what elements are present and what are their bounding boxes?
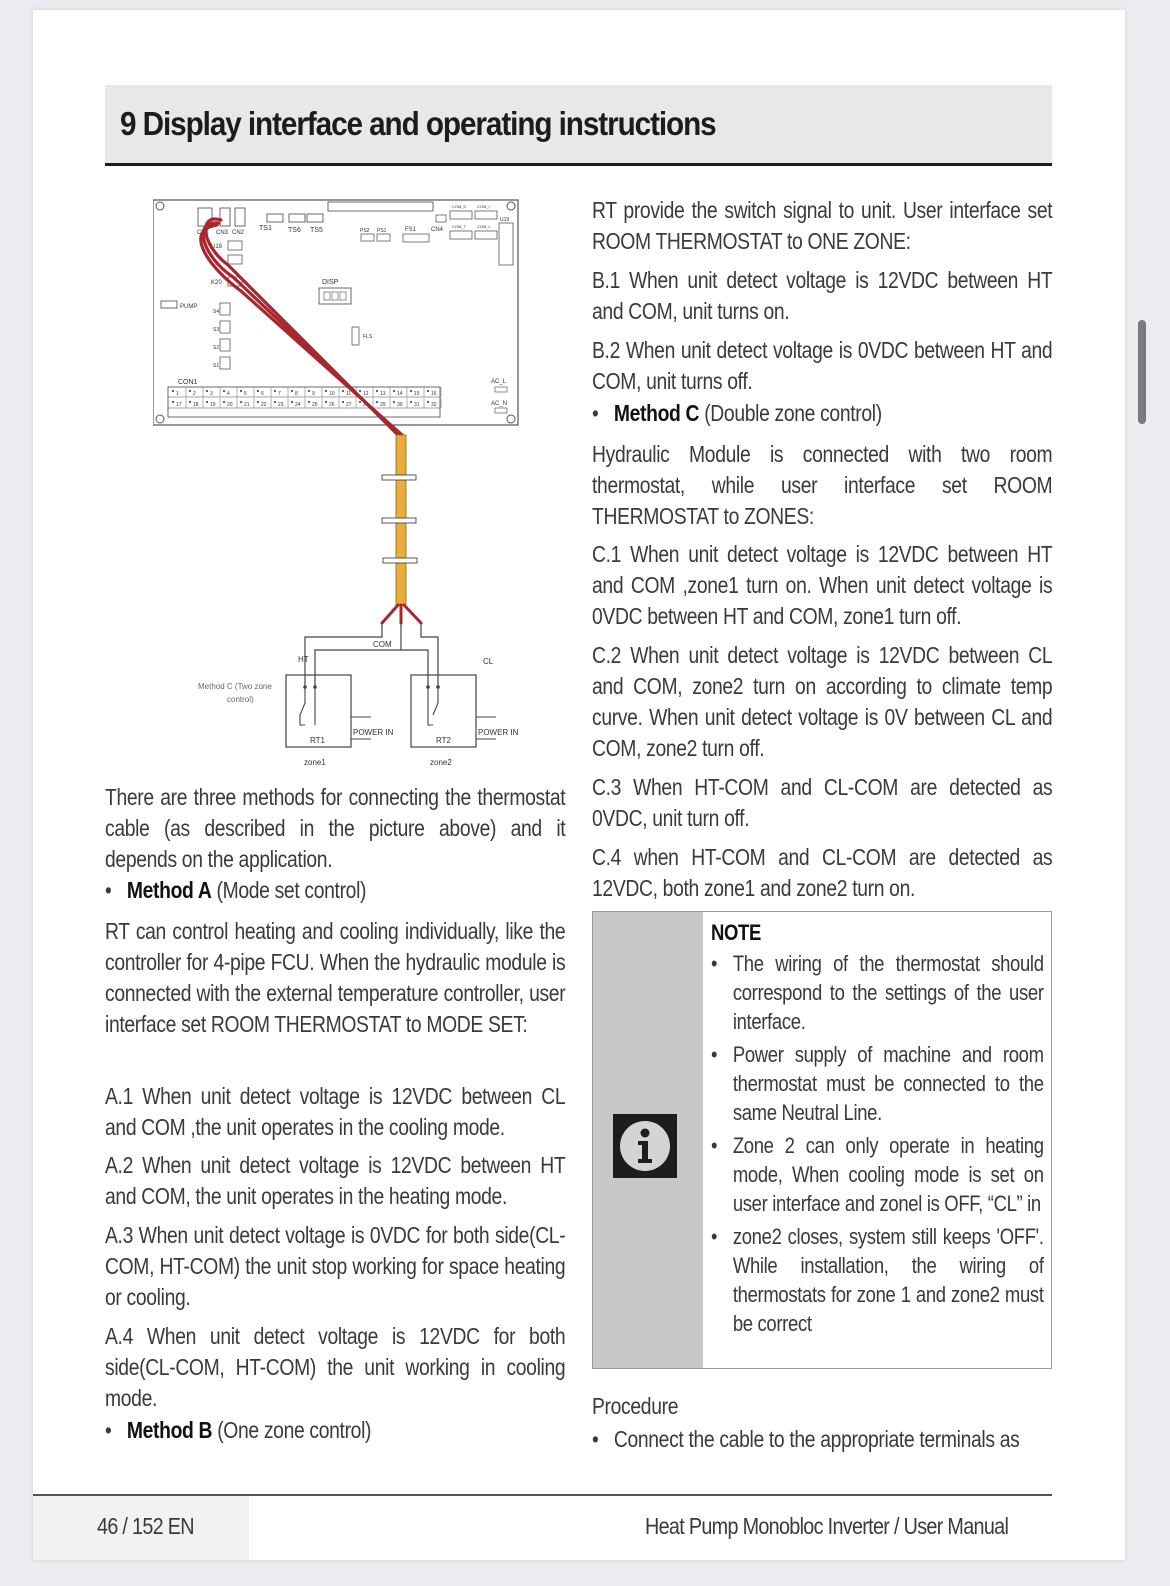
label-u18: U18 [211, 244, 223, 250]
bullet: • [711, 1042, 718, 1067]
terminal-screw [206, 390, 208, 392]
terminal-number: 19 [210, 402, 216, 408]
note-box [592, 911, 1052, 1369]
method-b-heading: • Method B (One zone control) [105, 1415, 565, 1446]
terminal-number: 12 [363, 391, 369, 397]
terminal-screw [189, 401, 191, 403]
method-a-heading: • Method A (Mode set control) [105, 875, 565, 906]
terminal-number: 1 [176, 391, 179, 397]
terminal-number: 9 [312, 391, 315, 397]
terminal-screw [240, 401, 242, 403]
page-title: 9 Display interface and operating instructions [120, 105, 716, 142]
terminal-number: 13 [380, 391, 386, 397]
document-title: Heat Pump Monobloc Inverter / User Manual [645, 1513, 1009, 1539]
rule-a4: A.4 When unit detect voltage is 12VDC for both side(CL-COM, HT-COM) the unit working in cooling mode. [105, 1323, 566, 1411]
terminal-screw [189, 390, 191, 392]
terminal-screw [376, 401, 378, 403]
terminal-screw [274, 390, 276, 392]
terminal-number: 17 [176, 402, 182, 408]
terminal-screw [325, 390, 327, 392]
terminal-number: 30 [397, 402, 403, 408]
method-c-caption: Method C (Two zone control) [198, 682, 272, 704]
method-c-description: Hydraulic Module is connected with two room thermostat, while user interface set ROOM THERMOSTAT to ZONES: [592, 441, 1053, 529]
connector-u19 [499, 217, 513, 265]
thermostat-rt2 [411, 675, 519, 767]
label-cl: CL [483, 657, 494, 666]
terminal-screw [376, 390, 378, 392]
bullet: • [711, 1133, 718, 1158]
terminal-number: 2 [193, 391, 196, 397]
section-header [105, 85, 1052, 166]
terminal-number: 16 [431, 391, 437, 397]
terminal-screw [393, 390, 395, 392]
thermostat-rt1 [286, 675, 394, 767]
terminal-number: 5 [244, 391, 247, 397]
svg-text:U19: U19 [500, 217, 510, 223]
rule-a3: A.3 When unit detect voltage is 0VDC for both side(CL-COM, HT-COM) the unit stop working for space heating or cooling. [105, 1222, 566, 1310]
terminal-number: 14 [397, 391, 403, 397]
terminal-number: 8 [295, 391, 298, 397]
label-ac-n: AC_N [491, 401, 508, 407]
terminal-screw [291, 390, 293, 392]
bullet: • [711, 1224, 718, 1249]
terminal-number: 22 [261, 402, 267, 408]
svg-text:RT1: RT1 [310, 736, 325, 745]
label-ht: HT [298, 655, 309, 664]
terminal-dots [303, 685, 440, 689]
rule-c2: C.2 When unit detect voltage is 12VDC between CL and COM, zone2 turn on according to climate temp curve. When unit detect voltage is 0V between CL and COM, zone2 turn off. [592, 642, 1053, 761]
label-com: COM [373, 640, 392, 649]
rule-c4: C.4 when HT-COM and CL-COM are detected as 12VDC, both zone1 and zone2 turn on. [592, 844, 1053, 901]
svg-text:S4: S4 [213, 309, 220, 315]
terminal-screw [427, 401, 429, 403]
terminal-number: 29 [380, 402, 386, 408]
note-title: NOTE [711, 920, 761, 945]
terminal-number: 10 [329, 391, 335, 397]
svg-text:PS1: PS1 [377, 228, 387, 234]
terminal-screw [342, 390, 344, 392]
svg-text:TS5: TS5 [310, 227, 323, 234]
svg-text:TS1: TS1 [259, 225, 272, 232]
bullet: • [711, 951, 718, 976]
rule-a1: A.1 When unit detect voltage is 12VDC between CL and COM ,the unit operates in the cooling mode. [105, 1083, 566, 1140]
bullet: • [592, 1426, 599, 1452]
svg-text:COM_L: COM_L [477, 224, 491, 229]
terminal-screw [359, 390, 361, 392]
terminal-number: 31 [414, 402, 420, 408]
terminal-screw [223, 390, 225, 392]
wiring-diagram [153, 195, 553, 785]
terminal-number: 25 [312, 402, 318, 408]
terminal-screw [410, 390, 412, 392]
terminal-number: 23 [278, 402, 284, 408]
svg-text:COM_I: COM_I [477, 204, 490, 209]
note-content [711, 918, 1044, 1342]
note-item: • The wiring of the thermostat should correspond to the settings of the user interface. [711, 951, 1044, 1034]
terminal-number: 27 [346, 402, 352, 408]
svg-text:RT2: RT2 [436, 736, 451, 745]
svg-text:POWER IN: POWER IN [353, 728, 394, 737]
rule-a2: A.2 When unit detect voltage is 12VDC between HT and COM, the unit operates in the heating mode. [105, 1152, 566, 1209]
scrollbar-thumb[interactable] [1138, 320, 1146, 424]
terminal-screw [427, 390, 429, 392]
terminal-number: 18 [193, 402, 199, 408]
terminal-screw [172, 401, 174, 403]
terminal-screw [308, 401, 310, 403]
terminal-screw [206, 401, 208, 403]
procedure-item: • Connect the cable to the appropriate terminals as [592, 1424, 1052, 1455]
label-k20: K20 [211, 280, 222, 286]
terminal-screw [342, 401, 344, 403]
terminal-ac-n [495, 408, 507, 413]
terminal-number: 20 [227, 402, 233, 408]
svg-text:S3: S3 [213, 327, 220, 333]
terminal-number: 26 [329, 402, 335, 408]
terminal-screw [274, 401, 276, 403]
bullet: • [105, 1417, 112, 1443]
note-sidebar [593, 912, 703, 1368]
terminal-screw [257, 401, 259, 403]
svg-text:S1: S1 [213, 363, 220, 369]
svg-text:PS2: PS2 [360, 228, 370, 234]
relay-strip [328, 202, 433, 211]
label-con1: CON1 [178, 379, 198, 386]
rule-b1: B.1 When unit detect voltage is 12VDC between HT and COM, unit turns on. [592, 267, 1053, 324]
terminal-ac-l [495, 387, 507, 392]
terminal-number: 3 [210, 391, 213, 397]
rule-b2: B.2 When unit detect voltage is 0VDC between HT and COM, unit turns off. [592, 337, 1053, 394]
svg-text:S2: S2 [213, 345, 220, 351]
svg-text:COM_T: COM_T [452, 224, 466, 229]
terminal-screw [410, 401, 412, 403]
component [228, 255, 242, 264]
terminal-number: 4 [227, 391, 230, 397]
terminal-number: 32 [431, 402, 437, 408]
terminal-number: 28 [363, 402, 369, 408]
method-c-heading: • Method C (Double zone control) [592, 398, 1052, 429]
bullet: • [592, 400, 599, 426]
terminal-number: 7 [278, 391, 281, 397]
svg-text:POWER IN: POWER IN [478, 728, 519, 737]
svg-text:DISP: DISP [322, 279, 339, 286]
svg-text:PUMP: PUMP [180, 304, 198, 310]
svg-text:zone2: zone2 [430, 758, 452, 767]
svg-text:COM_C: COM_C [452, 204, 467, 209]
svg-text:FS1: FS1 [405, 227, 417, 233]
circuit-lines [305, 623, 438, 687]
info-icon [613, 1114, 677, 1178]
terminal-number: 21 [244, 402, 250, 408]
rule-c1: C.1 When unit detect voltage is 12VDC between HT and COM ,zone1 turn on. When unit detect voltage is 0VDC between HT and COM, zone1 turn off. [592, 541, 1053, 629]
terminal-screw [308, 390, 310, 392]
bullet: • [105, 877, 112, 903]
terminal-screw [257, 390, 259, 392]
method-b-description: RT provide the switch signal to unit. User interface set ROOM THERMOSTAT to ONE ZONE: [592, 197, 1053, 254]
svg-text:FLS: FLS [363, 334, 373, 340]
svg-text:CN4: CN4 [431, 227, 444, 233]
procedure-title: Procedure [592, 1393, 679, 1419]
rule-c3: C.3 When HT-COM and CL-COM are detected as 0VDC, unit turn off. [592, 774, 1053, 831]
label-ac-l: AC_L [491, 379, 507, 385]
terminal-number: 24 [295, 402, 301, 408]
component-u18 [228, 241, 242, 250]
terminal-number: 6 [261, 391, 264, 397]
method-a-description: RT can control heating and cooling individually, like the controller for 4-pipe FCU. When the hydraulic module is connected with the external temperature controller, user interface set ROOM THERMOSTAT to MODE SET: [105, 918, 566, 1037]
manual-page [33, 10, 1125, 1560]
intro-paragraph: There are three methods for connecting the thermostat cable (as described in the picture above) and it depends on the application. [105, 784, 566, 872]
terminal-screw [359, 401, 361, 403]
svg-text:TS6: TS6 [288, 227, 301, 234]
terminal-screw [325, 401, 327, 403]
wire-fanout [382, 605, 421, 623]
svg-text:CN2: CN2 [232, 230, 245, 236]
svg-text:CN3: CN3 [216, 230, 229, 236]
svg-text:zone1: zone1 [304, 758, 326, 767]
terminal-screw [172, 390, 174, 392]
svg-text:CN1: CN1 [197, 230, 210, 236]
page-number: 46 / 152 EN [97, 1513, 194, 1539]
terminal-screw [240, 390, 242, 392]
terminal-screw [291, 401, 293, 403]
terminal-screw [393, 401, 395, 403]
terminal-number: 11 [346, 391, 352, 397]
note-item: • Power supply of machine and room thermostat must be connected to the same Neutral Line. [711, 1042, 1044, 1125]
terminal-screw [223, 401, 225, 403]
note-item: • zone2 closes, system still keeps 'OFF'. While installation, the wiring of thermostats for zone 1 and zone2 must be correct [711, 1224, 1044, 1336]
terminal-number: 15 [414, 391, 420, 397]
note-item: • Zone 2 can only operate in heating mode, When cooling mode is set on user interface and zonel is OFF, “CL” in [711, 1133, 1044, 1216]
